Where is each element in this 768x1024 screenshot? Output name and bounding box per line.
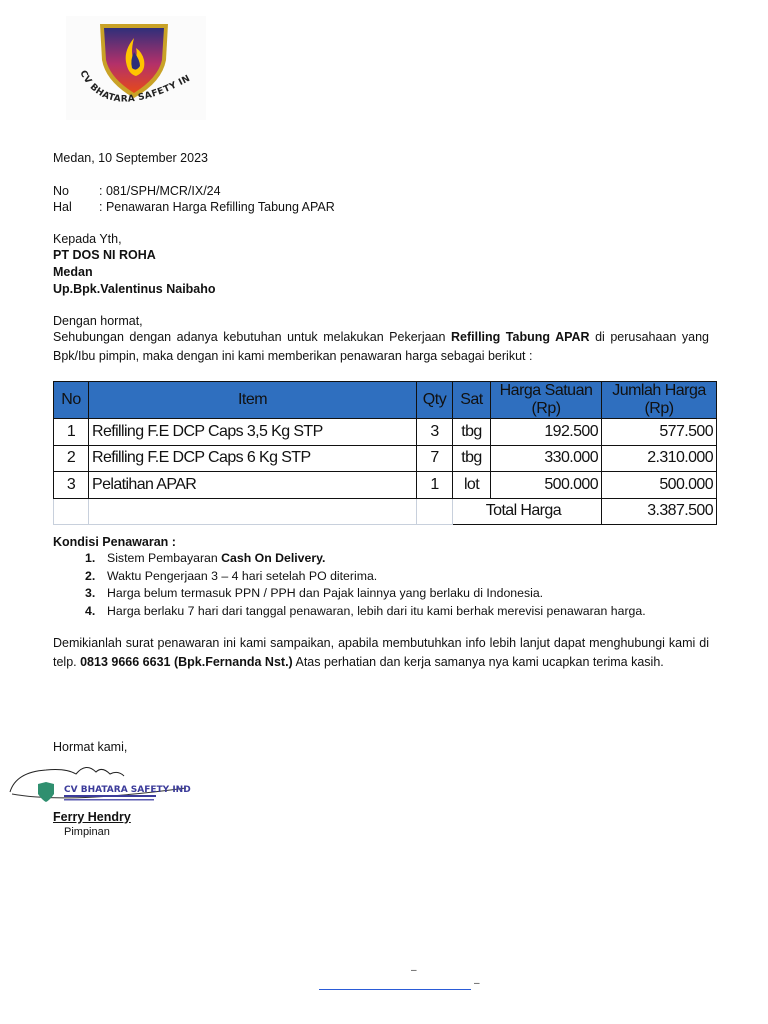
footer-dash: – xyxy=(474,978,480,989)
item-number: 1. xyxy=(85,551,96,565)
row-total: 500.000 xyxy=(602,472,717,499)
item-bold: Cash On Delivery. xyxy=(221,551,326,565)
no-value: : 081/SPH/MCR/IX/24 xyxy=(99,184,221,198)
row-sat: tbg xyxy=(453,419,491,446)
signer-name: Ferry Hendry xyxy=(53,810,131,824)
hal-label: Hal xyxy=(53,200,72,214)
contact-phone: 0813 9666 6631 (Bpk.Fernanda Nst.) xyxy=(80,655,293,669)
row-qty: 3 xyxy=(417,419,453,446)
item-number: 4. xyxy=(85,603,96,618)
list-item xyxy=(53,550,646,568)
recipient-company: PT DOS NI ROHA xyxy=(53,248,156,262)
company-logo xyxy=(66,16,206,120)
closing-paragraph xyxy=(53,634,709,672)
recipient-city: Medan xyxy=(53,265,93,279)
row-total: 2.310.000 xyxy=(602,445,717,472)
quotation-table xyxy=(53,381,717,525)
conditions-title: Kondisi Penawaran : xyxy=(53,535,176,549)
header-sat: Sat xyxy=(453,382,491,419)
logo-company-text: CV BHATARA SAFETY IN xyxy=(77,68,193,105)
conditions-list xyxy=(53,550,646,620)
total-label: Total Harga xyxy=(453,498,602,525)
intro-bold: Refilling Tabung APAR xyxy=(450,330,590,344)
closing-text-2: Atas perhatian dan kerja samanya nya kami ucapkan terima kasih. xyxy=(292,655,664,669)
recipient-attention: Up.Bpk.Valentinus Naibaho xyxy=(53,282,216,296)
no-label: No xyxy=(53,184,69,198)
signature-stamp xyxy=(6,752,198,810)
reference-number xyxy=(53,184,221,198)
table-header-row xyxy=(54,382,717,419)
signer-title: Pimpinan xyxy=(64,826,110,838)
closing-text-1: Demikianlah surat penawaran ini kami sampaikan, apabila membutuhkan info lebih lanjut dapat menghubungi kami di telp. xyxy=(53,636,709,669)
row-total: 577.500 xyxy=(602,419,717,446)
footer-link[interactable] xyxy=(319,987,471,990)
footer-dash: – xyxy=(411,965,417,976)
intro-paragraph xyxy=(53,328,709,366)
item-text: Harga belum termasuk PPN / PPH dan Pajak lainnya yang berlaku di Indonesia. xyxy=(107,586,544,600)
row-no: 2 xyxy=(54,445,89,472)
intro-text-1: Sehubungan dengan adanya kebutuhan untuk melakukan Pekerjaan xyxy=(53,330,451,344)
to-label: Kepada Yth, xyxy=(53,232,122,246)
row-item: Refilling F.E DCP Caps 6 Kg STP xyxy=(89,445,417,472)
item-number: 2. xyxy=(85,568,96,583)
header-qty: Qty xyxy=(417,382,453,419)
shield-logo-icon xyxy=(66,16,206,120)
stamp-text: CV BHATARA SAFETY IND xyxy=(64,785,191,795)
row-no: 3 xyxy=(54,472,89,499)
place-date: Medan, 10 September 2023 xyxy=(53,151,208,165)
row-sat: tbg xyxy=(453,445,491,472)
row-no: 1 xyxy=(54,419,89,446)
header-unit-price: Harga Satuan (Rp) xyxy=(491,382,602,419)
row-qty: 7 xyxy=(417,445,453,472)
header-total-price: Jumlah Harga (Rp) xyxy=(602,382,717,419)
list-item xyxy=(53,603,646,621)
table-row xyxy=(54,419,717,446)
list-item xyxy=(53,568,646,586)
subject xyxy=(53,200,335,214)
item-number: 3. xyxy=(85,586,96,600)
row-unit-price: 500.000 xyxy=(491,472,602,499)
total-row xyxy=(54,498,717,525)
item-text: Sistem Pembayaran xyxy=(107,551,222,565)
table-row xyxy=(54,472,717,499)
header-no: No xyxy=(54,382,89,419)
intro-text-2: di perusahaan yang Bpk/Ibu pimpin, maka dengan ini kami memberikan penawaran harga sebagai berikut : xyxy=(53,330,709,363)
greeting: Dengan hormat, xyxy=(53,314,143,328)
row-sat: lot xyxy=(453,472,491,499)
total-value: 3.387.500 xyxy=(602,498,717,525)
hal-value: : Penawaran Harga Refilling Tabung APAR xyxy=(99,200,335,214)
row-item: Pelatihan APAR xyxy=(89,472,417,499)
regards: Hormat kami, xyxy=(53,740,128,754)
empty-cell xyxy=(54,498,89,525)
list-item xyxy=(53,585,646,603)
table-row xyxy=(54,445,717,472)
row-unit-price: 192.500 xyxy=(491,419,602,446)
row-qty: 1 xyxy=(417,472,453,499)
row-item: Refilling F.E DCP Caps 3,5 Kg STP xyxy=(89,419,417,446)
header-item: Item xyxy=(89,382,417,419)
row-unit-price: 330.000 xyxy=(491,445,602,472)
signature-icon xyxy=(6,752,198,810)
empty-cell xyxy=(417,498,453,525)
item-text: Harga berlaku 7 hari dari tanggal penawaran, lebih dari itu kami berhak merevisi penawaran harga. xyxy=(107,603,646,618)
item-text: Waktu Pengerjaan 3 – 4 hari setelah PO diterima. xyxy=(107,568,378,583)
empty-cell xyxy=(89,498,417,525)
